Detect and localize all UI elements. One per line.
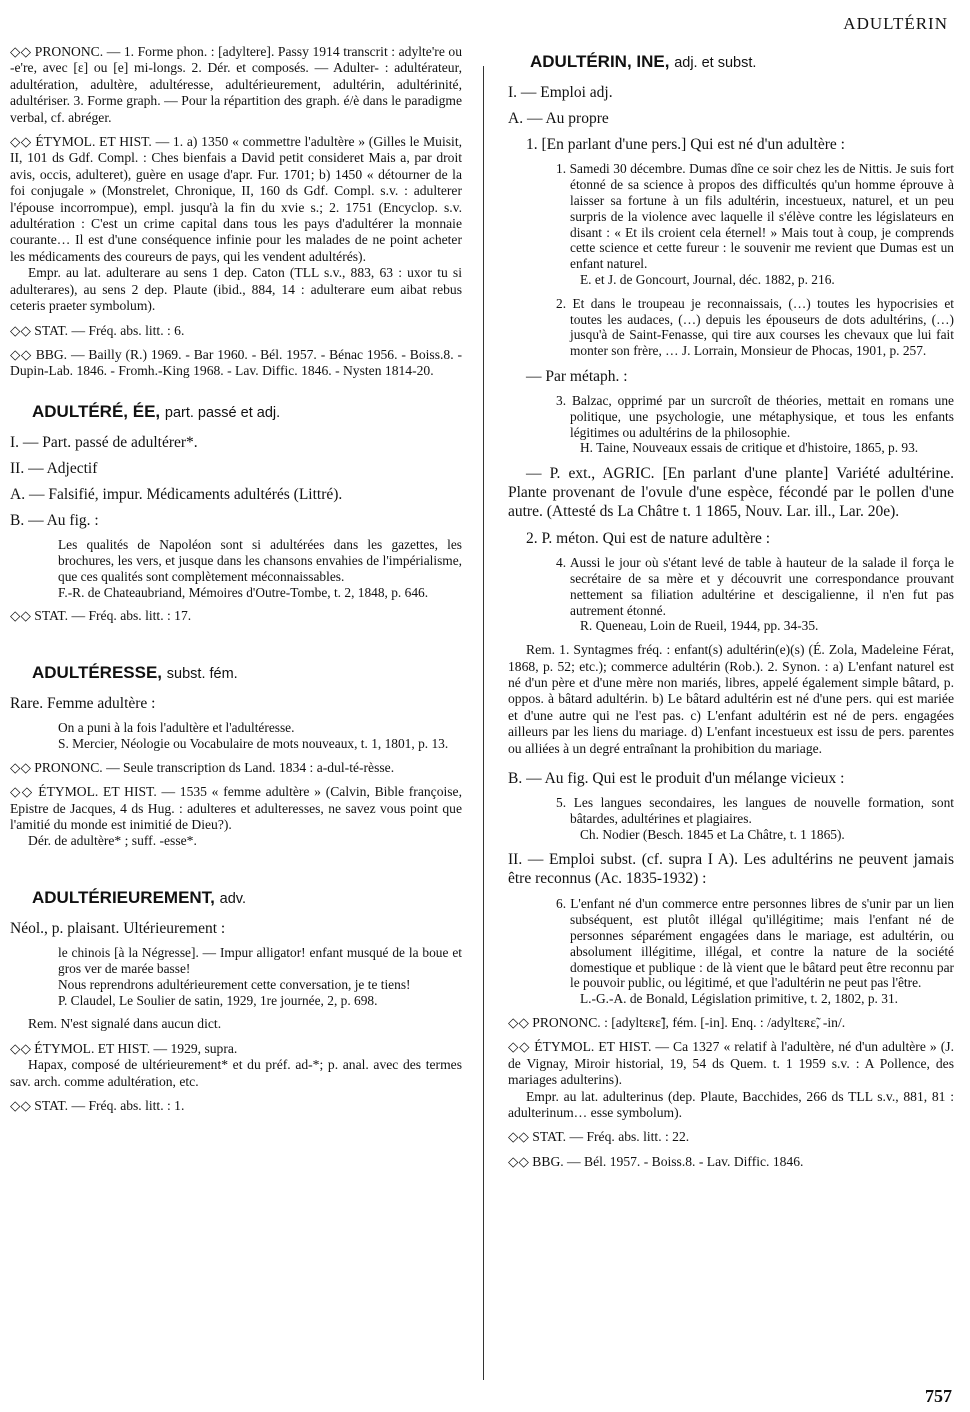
remark: Rem. 1. Syntagmes fréq. : enfant(s) adultérin(e)(s) (É. Zola, Madeleine Férat, 1868, p. 52; etc.); commerce adultérin (Rob.). 2. Synon. : a) L'enfant naturel est né d'un père et d'une mère non mariés, libres, appelé également simple bâtard, p. oppos. à bâtard adultérin. b) Le bâtard adultérin est né d'une pers. qui est mariée et d'une autre qui ne l'est pas. c) L'enfant adultérin est né de pers. engagées ailleurs par les liens du mariage. d) L'enfant incestueux est issu de pers. parentes ou alliées à un degré entraînant la prohibition du mariage. — [508, 642, 954, 756]
subdivision-b: B. — Au fig. Qui est le produit d'un mélange vicieux : — [508, 769, 845, 787]
bibliography-section: ◇◇ BBG. — Bailly (R.) 1969. - Bar 1960. - Bél. 1957. - Bénac 1956. - Boiss.8. - Dupin-Lab. 1846. - Fromh.-King 1968. - Lav. Diffic. 1846. - Nysten 1814-20. — [10, 346, 462, 379]
etymology-origin: Empr. au lat. adulterare au sens 1 dep. Caton (TLL s.v., 883, 63 : uxor tu si adulterares), au sens 2 dep. Plaute (ibid., 884, 14 : adulterare eum aibat rebus ceteris praeter symbolum). — [10, 265, 462, 314]
etymology-detail: Hapax, composé de ultérieurement* et du préf. ad-*; p. anal. avec des termes sav. arch. comme adultération, etc. — [10, 1057, 462, 1089]
metaphor-label: — Par métaph. : — [526, 367, 628, 385]
division-2: II. — Adjectif — [10, 460, 98, 478]
pronunciation-section: ◇◇ PRONONC. — Seule transcription ds Land. 1834 : a-dul-té-rèsse. — [10, 759, 395, 775]
example-5-source: Ch. Nodier (Besch. 1845 et La Châtre, t. 1 1865). — [580, 826, 845, 842]
definition: Néol., p. plaisant. Ultérieurement : — [10, 920, 226, 938]
entry-headword-adultere — [32, 401, 462, 421]
extension-agriculture: — P. ext., AGRIC. [En parlant d'une plante] Variété adultérine. Plante provenant de l'ovule d'une espèce, fécondé par le pollen d'une autre. (Attesté ds La Châtre t. 1 1865, Nouv. Lar. ill., Lar. 20e). — [508, 465, 954, 521]
pronunciation-section: ◇◇ PRONONC. : [adyltɛʀɛ̃], fém. [-in]. Enq. : /adyltɛʀɛ̃, -in/. — [508, 1014, 846, 1030]
division-1: I. — Emploi adj. — [508, 84, 613, 102]
subdivision-a: A. — Falsifié, impur. Médicaments adultérés (Littré). — [10, 486, 343, 504]
example-quote: Les qualités de Napoléon sont si adultérées dans les gazettes, les brochures, les vers, et jusque dans les chansons envahies de l'impérialisme, que ces qualités sont complètement méconnaissables. — [58, 537, 462, 584]
example-quote-continued: Nous reprendrons adultérieurement cette conversation, je te tiens! — [58, 976, 411, 992]
stat-section: ◇◇ STAT. — Fréq. abs. litt. : 6. — [10, 322, 185, 338]
example-1-source: E. et J. de Goncourt, Journal, déc. 1882, p. 216. — [580, 271, 835, 287]
subdivision-b: B. — Au fig. : — [10, 512, 99, 530]
example-1: 1. Samedi 30 décembre. Dumas dîne ce soir chez les de Nittis. Je suis fort étonné de sa science à propos des difficultés qu'un homme éprouve à laisser sa fortune à un fils adultérin, incestueux, naturel, et un peu surpris de la violence avec laquelle il s'élève contre les législateurs en disant : « Et ils croient cela éternel! » Mais tout à coup, je comprends cette science et cette fureur : le souvenir me revient que Dumas est un enfant naturel. — [556, 161, 954, 272]
example-quote: le chinois [à la Négresse]. — Impur alligator! enfant musqué de la boue et gros ver de marée basse! — [58, 945, 462, 976]
etymology-origin: Empr. au lat. adulterinus (dep. Plaute, Bacchides, 266 ds TLL s.v., 881, 81 : adulterinum… esse symbolum). — [508, 1088, 954, 1120]
entry-headword-adulteresse — [32, 662, 462, 682]
example-4-source: R. Queneau, Loin de Rueil, 1944, pp. 34-35. — [580, 618, 819, 634]
etymology-section: ◇◇ ÉTYMOL. ET HIST. — 1535 « femme adultère » (Calvin, Bible françoise, Epistre de Jacques, 4 ds Hug. : adulteres et adulteresses, ne savez vous point que l'amitié du monde est inimitié de Dieu?). — [10, 784, 462, 832]
running-head: ADULTÉRIN — [843, 14, 948, 33]
sense-1: 1. [En parlant d'une pers.] Qui est né d'un adultère : — [526, 136, 845, 154]
stat-section: ◇◇ STAT. — Fréq. abs. litt. : 22. — [508, 1129, 690, 1145]
etymology-section: ◇◇ ÉTYMOL. ET HIST. — 1929, supra. — [10, 1040, 238, 1056]
headword: ADULTÉRÉ, ÉE, — [32, 401, 161, 421]
stat-section: ◇◇ STAT. — Fréq. abs. litt. : 1. — [10, 1097, 185, 1113]
part-of-speech: adj. et subst. — [674, 55, 757, 71]
definition: Rare. Femme adultère : — [10, 695, 156, 713]
remark: Rem. N'est signalé dans aucun dict. — [28, 1016, 222, 1032]
example-quote: On a puni à la fois l'adultère et l'adultéresse. — [58, 720, 295, 736]
example-5: 5. Les langues secondaires, les langues de nouvelle formation, sont bâtardes, adultérines et plagiaires. — [556, 794, 954, 826]
example-3: 3. Balzac, opprimé par un surcroît de théories, mettait en romans une politique, une psychologie, une métaphysique, et tous les enfants légitimes ou adultérins de la philosophie. — [556, 392, 954, 440]
part-of-speech: subst. fém. — [166, 665, 238, 682]
example-6-source: L.-G.-A. de Bonald, Législation primitive, t. 2, 1802, p. 31. — [580, 991, 898, 1007]
column-divider — [483, 66, 484, 1380]
part-of-speech: adv. — [219, 890, 246, 907]
division-2: II. — Emploi subst. (cf. supra I A). Les adultérins ne peuvent jamais être reconnus (Ac. 1835-1932) : — [508, 851, 954, 888]
part-of-speech: part. passé et adj. — [164, 404, 281, 421]
subdivision-a: A. — Au propre — [508, 110, 609, 128]
derivation: Dér. de adultère* ; suff. -esse*. — [28, 833, 197, 849]
example-2: 2. Et dans le troupeau je reconnaissais, (…) toutes les hypocrisies et toutes les audaces, (…) depuis les épouseurs de dots adultérins, (…) jusqu'à de Saint-Fenasse, qui tire aux courses les chevaux que lui fait monter son frère, … J. Lorrain, Monsieur de Phocas, 1901, p. 257. — [556, 295, 954, 359]
left-column — [10, 44, 462, 1122]
headword: ADULTÉRESSE, — [32, 662, 163, 682]
stat-section: ◇◇ STAT. — Fréq. abs. litt. : 17. — [10, 608, 192, 624]
etymology-section: ◇◇ ÉTYMOL. ET HIST. — 1. a) 1350 « commettre l'adultère » (Gilles le Muisit, II, 101 ds Gdf. Compl. : Ches bienfais a David petit consideret Mais a, par droit avis, occis, adulteret), guère en usage d'apr. Fur. 1701; b) 1450 « détourner de la foi conjugale » (Monstrelet, Chronique, II, 160 ds Gdf. Compl. s.v. : adulterer l'épouse incorrompue), empl. jusqu'à la fin du xvie s.; 2. 1751 (Encyclop. s.v. adultération : C'est un crime capital dans tous les pays d'adultérer la monnaie courante… Il est d'une conséquence infinie pour les malades de ne point acheter les médicaments des coureurs de pays, qui les vendent adultérés). — [10, 134, 462, 264]
example-source: P. Claudel, Le Soulier de satin, 1929, 1re journée, 2, p. 698. — [58, 992, 378, 1008]
division-1: I. — Part. passé de adultérer*. — [10, 434, 198, 452]
right-column — [508, 44, 954, 1178]
example-source: F.-R. de Chateaubriand, Mémoires d'Outre-Tombe, t. 2, 1848, p. 646. — [58, 584, 429, 600]
example-source: S. Mercier, Néologie ou Vocabulaire de mots nouveaux, t. 1, 1801, p. 13. — [58, 735, 449, 751]
headword: ADULTÉRIN, INE, — [530, 52, 670, 71]
example-6: 6. L'enfant né d'un commerce entre personnes libres de s'unir par un lien subséquent, est plutôt illégal qu'illégitime; mais l'enfant né de personnes séparément engagées dans le mariage, est adultérin, ou absolument illégitime, illégal, et contre la nature de la société domestique et publique : de là vient que le bâtard peut être reconnu par le pouvoir public, ou légitimé, et que l'adultérin ne peut pas l'être. — [556, 896, 954, 991]
bibliography-section: ◇◇ BBG. — Bél. 1957. - Boiss.8. - Lav. Diffic. 1846. — [508, 1153, 804, 1169]
page-number: 757 — [925, 1386, 952, 1406]
example-3-source: H. Taine, Nouveaux essais de critique et d'histoire, 1865, p. 93. — [580, 440, 919, 456]
sense-2: 2. P. méton. Qui est de nature adultère : — [526, 530, 771, 548]
entry-headword-adulterieurement — [32, 887, 462, 907]
etymology-section: ◇◇ ÉTYMOL. ET HIST. — Ca 1327 « relatif à l'adultère, né d'un adultère » (J. de Vignay, Miroir historial, 19, 54 ds Quem. t. 1 1959 s.v. : A Pollence, des mariages adulterins). — [508, 1039, 954, 1088]
example-4: 4. Aussi le jour où s'étant levé de table à hauteur de la salade il força le secrétaire de sa mère et y découvrit une correspondance prouvant nettement sa filiation adultérine et descigalienne, il n'en fut pas autrement étonné. — [556, 555, 954, 618]
entry-headword-adulterin — [530, 54, 954, 71]
pronunciation-section: ◇◇ PRONONC. — 1. Forme phon. : [adyltere]. Passy 1914 transcrit : adylte're ou -e're, avec [ɛ] ou [e] mi-longs. 2. Dér. et composés. — Adulter- : adultérateur, adultération, adultère, adultéresse, adultérieurement, adultérin, adultérinité, adultériser. 3. Forme graph. — Pour la répartition des graph. é/è dans le paradigme verbal, cf. abréger. — [10, 44, 462, 125]
headword: ADULTÉRIEUREMENT, — [32, 887, 215, 907]
